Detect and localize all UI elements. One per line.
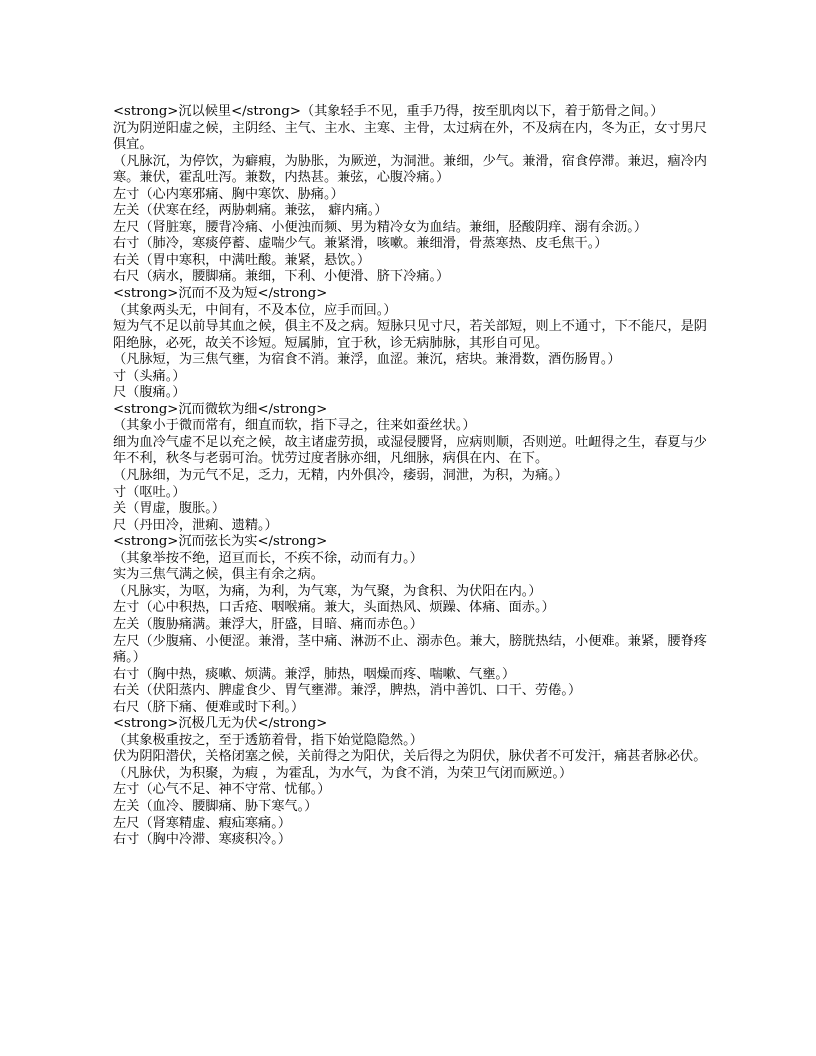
paragraph-line: （凡脉细，为元气不足，乏力，无精，内外俱冷，痿弱，洞泄，为积，为痛。）	[113, 468, 568, 484]
pulse-position-line: 左关（腹胁痛满。兼浮大，肝盛，目暗、痛而赤色。）	[113, 616, 423, 632]
pulse-position-line: 左尺（肾寒精虚、瘕疝寒痛。）	[113, 815, 292, 831]
pulse-position-line: 左寸（心气不足、神不守常、忧郁。）	[113, 782, 331, 798]
pulse-position-line: 关（胃虚，腹胀。）	[113, 501, 226, 517]
paragraph-line: 实为三焦气满之候，俱主有余之病。	[113, 567, 324, 583]
pulse-position-line: 左寸（心中积热，口舌疮、咽喉痛。兼大，头面热风、烦躁、体痛、面赤。）	[113, 600, 555, 616]
document-text-body	[113, 104, 707, 849]
paragraph-line: （其象两头无，中间有，不及本位，应手而回。）	[113, 302, 397, 318]
pulse-position-line: 右尺（脐下痛、便难或时下利。）	[113, 699, 305, 715]
paragraph-line: （凡脉短，为三焦气壅，为宿食不消。兼浮，血涩。兼沉，痞块。兼滑数，酒伤肠胃。）	[113, 352, 621, 368]
paragraph-line: （其象小于微而常有，细直而软，指下寻之，往来如蚕丝状。）	[113, 418, 476, 434]
pulse-position-line: 寸（头痛。）	[113, 368, 186, 384]
section-heading-line: <strong>沉而微软为细</strong>	[113, 401, 328, 417]
section-heading-line: <strong>沉极几无为伏</strong>	[113, 716, 328, 732]
pulse-position-line: 右寸（胸中热，痰嗽、烦满。兼浮，肺热，咽燥而疼、喘嗽、气壅。）	[113, 666, 516, 682]
paragraph-line: （其象极重按之，至于透筋着骨，指下始觉隐隐然。）	[113, 732, 423, 748]
pulse-position-line: 尺（丹田冷，泄痢、遗精。）	[113, 517, 278, 533]
paragraph-line: 伏为阴阳潜伏，关格闭塞之候，关前得之为阳伏，关后得之为阴伏，脉伏者不可发汗，痛甚者脉必伏。	[113, 749, 707, 765]
pulse-position-line: 尺（腹痛。）	[113, 385, 186, 401]
pulse-position-line: 右寸（胸中冷滞、寒痰积冷。）	[113, 832, 292, 848]
paragraph-line: 短为气不足以前导其血之候，俱主不及之病。短脉只见寸尺，若关部短，则上不通寸，下不能尺，是阴阳绝脉，必死，故关不诊短。短属肺，宜于秋，诊无病肺脉，其形自可见。	[113, 319, 707, 351]
pulse-position-line: 寸（呕吐。）	[113, 484, 186, 500]
paragraph-line: 沉为阴逆阳虚之候，主阴经、主气、主水、主寒、主骨，太过病在外，不及病在内，冬为正，女寸男尺俱宜。	[113, 120, 707, 153]
section-heading-line: <strong>沉以候里</strong>（其象轻手不见，重手乃得，按至肌肉以下，着于筋骨之间。）	[113, 104, 664, 119]
pulse-position-line: 左关（伏寒在经，两胁刺痛。兼弦， 癖内痛。）	[113, 203, 388, 219]
pulse-position-line: 右寸（肺冷，寒痰停蓄、虚喘少气。兼紧滑，咳嗽。兼细滑，骨蒸寒热、皮毛焦干。）	[113, 236, 608, 252]
paragraph-line: （凡脉实，为呕，为痛，为利，为气寒，为气聚，为食积、为伏阳在内。）	[113, 583, 542, 599]
pulse-position-line: 左尺（少腹痛、小便涩。兼滑，茎中痛、淋沥不止、溺赤色。兼大，膀胱热结，小便难。兼紧，腰脊疼痛。）	[113, 633, 707, 666]
pulse-position-line: 左尺（肾脏寒，腰背冷痛、小便浊而频、男为精冷女为血结。兼细，胫酸阴痒、溺有余沥。）	[113, 219, 648, 235]
paragraph-line: （凡脉伏，为积聚，为瘕 ，为霍乱，为水气，为食不消，为荣卫气闭而厥逆。）	[113, 765, 573, 781]
paragraph-line: 细为血冷气虚不足以充之候，故主诸虚劳损，或湿侵腰肾，应病则顺，否则逆。吐衄得之生，春夏与少年不利，秋冬与老弱可治。忧劳过度者脉亦细，凡细脉，病俱在内、在下。	[113, 434, 707, 467]
section-heading-line: <strong>沉而不及为短</strong>	[113, 286, 328, 302]
pulse-position-line: 左寸（心内寒邪痛、胸中寒饮、胁痛。）	[113, 186, 344, 202]
pulse-position-line: 左关（血冷、腰脚痛、胁下寒气。）	[113, 798, 318, 814]
pulse-position-line: 右关（伏阳蒸内、脾虚食少、胃气壅滞。兼浮，脾热，消中善饥、口干、劳倦。）	[113, 683, 582, 699]
paragraph-line: （其象举按不绝，迢亘而长，不疾不徐，动而有力。）	[113, 550, 423, 566]
section-heading-line: <strong>沉而弦长为实</strong>	[113, 534, 328, 550]
paragraph-line: （凡脉沉，为停饮，为癖瘕，为胁胀，为厥逆，为洞泄。兼细，少气。兼滑，宿食停滞。兼迟，痼冷内寒。兼伏，霍乱吐泻。兼数，内热甚。兼弦，心腹冷痛。）	[113, 153, 707, 186]
pulse-position-line: 右关（胃中寒积，中满吐酸。兼紧，悬饮。）	[113, 252, 371, 268]
pulse-position-line: 右尺（病水，腰脚痛。兼细，下利、小便滑、脐下冷痛。）	[113, 269, 450, 285]
